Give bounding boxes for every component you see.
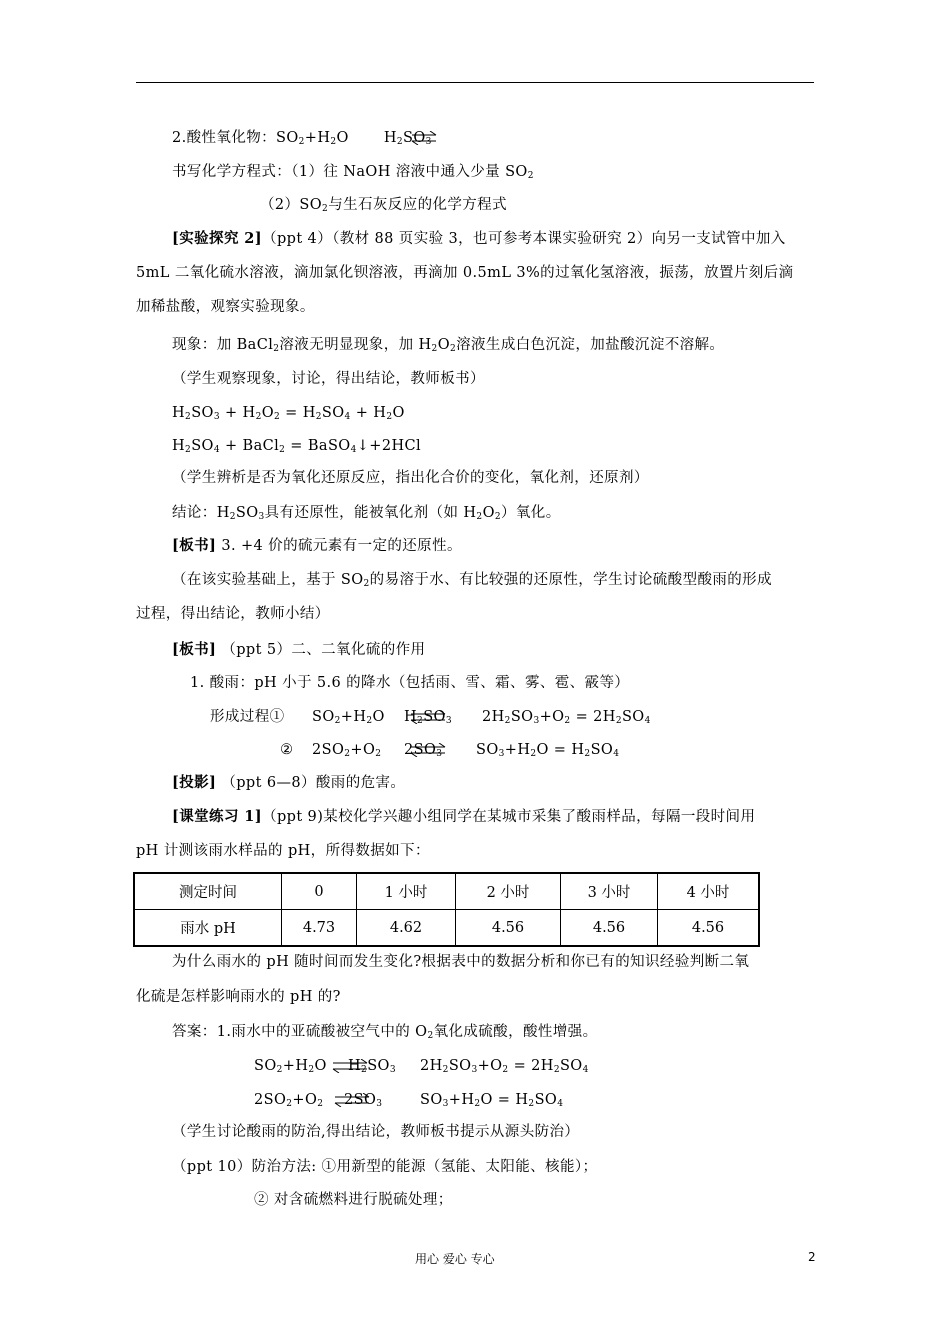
subscript: 2 (322, 204, 329, 214)
eq-left: $SO_2+H_2O$ (254, 1058, 327, 1075)
text: 书写化学方程式：（1）往 NaOH 溶液中通入少量 SO (172, 164, 528, 180)
text: 具有还原性，能被氧化剂（如 H (264, 505, 477, 521)
line-question-b: 化硫是怎样影响雨水的 pH 的? (136, 989, 341, 1005)
text: 结论：H (172, 505, 230, 521)
line-conclusion (172, 503, 561, 523)
line-exercise-1b: pH 计测该雨水样品的 pH，所得数据如下： (136, 843, 430, 859)
subscript: 2 (298, 137, 305, 147)
subscript: 2 (449, 344, 457, 354)
eq-left: $2SO_2+O_2$ (254, 1092, 324, 1109)
line-question: 为什么雨水的 pH 随时间而发生变化?根据表中的数据分析和你已有的知识经验判断二氧 (172, 954, 750, 970)
text: 答案：1.雨水中的亚硫酸被空气中的 O (172, 1024, 428, 1040)
line-student-observe: （学生观察现象，讨论，得出结论，教师板书） (172, 371, 485, 387)
footer-slogan: 用心 爱心 专心 (415, 1252, 495, 1266)
section-tag: [板书] (172, 537, 217, 554)
table-cell: 4.56 (456, 910, 561, 947)
page-number: 2 (808, 1250, 816, 1264)
reversible-arrow-icon (410, 743, 446, 757)
line-prevention-2: ② 对含硫燃料进行脱硫处理； (254, 1192, 453, 1208)
table-header-cell: 2 小时 (456, 873, 561, 910)
eq-so3-water: $SO_3+H_2O = H_2SO_4$ (476, 742, 620, 759)
eq-product: $H_2SO_3$ (404, 709, 452, 726)
line-experiment-2c: 加稀盐酸，观察实验现象。 (136, 299, 315, 315)
text: （2）SO (260, 197, 323, 213)
table-cell: 4.56 (658, 910, 760, 947)
line-projection (172, 773, 405, 793)
line-write-equations (172, 162, 534, 182)
text: SO (235, 505, 259, 521)
text: （ppt 4）（教材 88 页实验 3，也可参考本课实验研究 2）向另一支试管中加入 (262, 231, 786, 247)
table-header-cell: 1 小时 (357, 873, 456, 910)
line-answer-eq-2 (254, 1090, 654, 1110)
line-answer (172, 1022, 597, 1042)
section-tag: [板书] (172, 641, 217, 658)
table-header-cell: 3 小时 (561, 873, 658, 910)
text: 2.酸性氧化物：SO (172, 130, 299, 146)
text: 3. +4 价的硫元素有一定的还原性。 (216, 538, 462, 554)
reversible-arrow-icon (332, 1059, 368, 1073)
table-cell: 雨水 pH (134, 910, 282, 947)
text: （ppt 9)某校化学兴趣小组同学在某城市采集了酸雨样品，每隔一段时间用 (262, 809, 756, 825)
line-board-so2-role (172, 640, 425, 660)
eq-oxidation: $2H_2SO_3+O_2 = 2H_2SO_4$ (420, 1058, 589, 1075)
text: （ppt 6—8）酸雨的危害。 (216, 775, 406, 791)
subscript: 2 (476, 512, 483, 522)
text: O (437, 337, 450, 353)
reversible-arrow-icon (334, 1093, 370, 1107)
eq-oxidation: $2H_2SO_3+O_2 = 2H_2SO_4$ (482, 709, 651, 726)
eq-left: $SO_2+H_2O$ (312, 709, 385, 726)
line-formation-1 (210, 707, 651, 727)
text: ② (280, 742, 294, 758)
section-tag: [实验探究 2] (172, 230, 263, 247)
subscript: 2 (330, 137, 337, 147)
reversible-arrow-icon (411, 131, 437, 145)
reversible-arrow-icon (410, 710, 446, 724)
text: 现象：加 BaCl (172, 337, 274, 353)
header-rule (136, 82, 814, 83)
ph-data-table (133, 872, 760, 947)
eq-product: $2SO_3$ (404, 742, 443, 759)
table-row (134, 910, 759, 947)
table-cell: 4.73 (282, 910, 357, 947)
table-cell: 4.56 (561, 910, 658, 947)
line-answer-eq-1 (254, 1056, 654, 1076)
text: （ppt 5）二、二氧化硫的作用 (216, 642, 426, 658)
line-acid-rain-def: 1. 酸雨：pH 小于 5.6 的降水（包括雨、雪、霜、雾、雹、霰等） (190, 675, 630, 691)
text: 形成过程① (210, 709, 285, 725)
equation-h2so3-h2o2: $H_2SO_3 + H_2O_2 = H_2SO_4 + H_2O$ (172, 405, 405, 422)
subscript: 2 (527, 171, 534, 181)
subscript: 2 (431, 344, 438, 354)
table-header-cell: 测定时间 (134, 873, 282, 910)
text: ）氧化。 (501, 505, 561, 521)
equation-h2so4-bacl2: $H_2SO_4$ + BaCl$_2$ = BaSO$_4$↓+2HCl (172, 438, 422, 455)
line-phenomenon (172, 335, 724, 355)
text: +H (304, 130, 331, 146)
text: 溶液无明显现象，加 H (279, 337, 432, 353)
line-exercise-1 (172, 807, 755, 827)
line-board-3 (172, 536, 462, 556)
product-h2so3: $H_2SO_3$ (383, 130, 432, 147)
subscript: 2 (229, 512, 236, 522)
eq-so3-water: $SO_3+H_2O = H_2SO_4$ (420, 1092, 564, 1109)
line-prevention: （ppt 10）防治方法: ①用新型的能源（氢能、太阳能、核能）； (172, 1159, 598, 1175)
subscript: 2 (273, 344, 280, 354)
line-acidic-oxide (172, 128, 437, 148)
eq-product: $2SO_3$ (344, 1092, 383, 1109)
text: 氧化成硫酸，酸性增强。 (433, 1024, 598, 1040)
line-so2-lime (260, 195, 507, 215)
subscript: 2 (494, 512, 501, 522)
table-cell: 4.62 (357, 910, 456, 947)
subscript: 2 (363, 579, 370, 589)
text: 溶液生成白色沉淀，加盐酸沉淀不溶解。 (456, 337, 725, 353)
line-acid-rain-discussion-b: 过程，得出结论，教师小结） (136, 606, 330, 622)
section-tag: [投影] (172, 774, 217, 791)
text: O (482, 505, 495, 521)
eq-product: $H_2SO_3$ (348, 1058, 396, 1075)
line-experiment-2 (172, 229, 786, 249)
text: 与生石灰反应的化学方程式 (328, 197, 507, 213)
subscript: 2 (427, 1031, 434, 1041)
line-experiment-2b: 5mL 二氧化硫水溶液，滴加氯化钡溶液，再滴加 0.5mL 3%的过氧化氢溶液，振荡，放置片刻后滴 (136, 265, 794, 281)
table-row (134, 873, 759, 910)
line-acid-rain-discussion (172, 570, 772, 590)
table-header-cell: 0 (282, 873, 357, 910)
line-formation-2 (280, 740, 680, 760)
section-tag: [课堂练习 1] (172, 808, 263, 825)
table-header-cell: 4 小时 (658, 873, 760, 910)
line-student-discuss: （学生讨论酸雨的防治,得出结论，教师板书提示从源头防治） (172, 1124, 580, 1140)
text: O (336, 130, 349, 146)
text: 的易溶于水、有比较强的还原性，学生讨论硫酸型酸雨的形成 (369, 572, 772, 588)
eq-left: $2SO_2+O_2$ (312, 742, 382, 759)
line-redox-analysis: （学生辨析是否为氧化还原反应，指出化合价的变化，氧化剂，还原剂） (172, 470, 649, 486)
text: （在该实验基础上，基于 SO (172, 572, 364, 588)
subscript: 3 (258, 512, 265, 522)
